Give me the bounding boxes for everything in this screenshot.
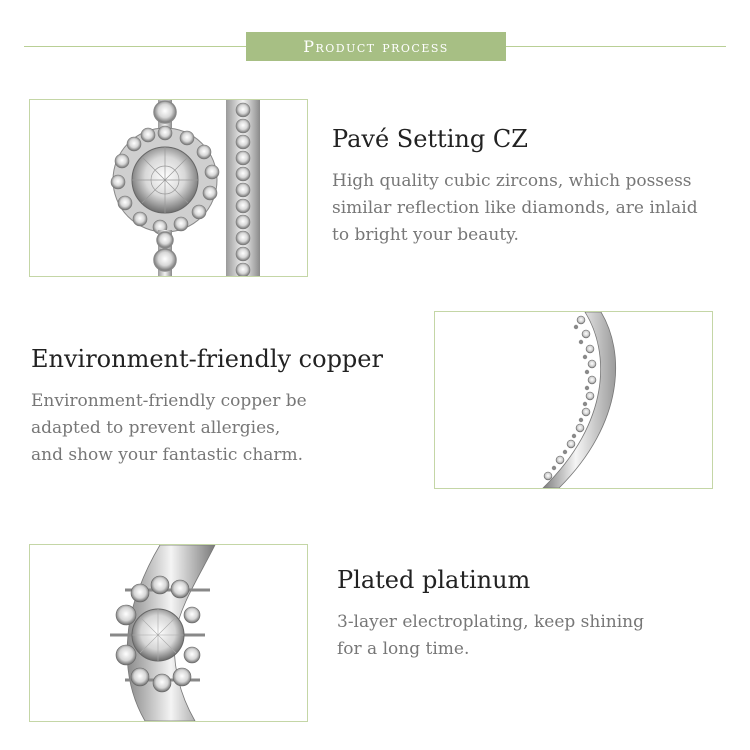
description-line: adapted to prevent allergies, (31, 418, 281, 438)
description-line: 3-layer electroplating, keep shining (337, 612, 644, 632)
ring-halo-illustration (30, 100, 307, 276)
feature-title-pave: Pavé Setting CZ (332, 125, 528, 153)
ring-band-illustration (435, 312, 712, 488)
header-divider-right (506, 46, 726, 47)
ring-band-photo (434, 311, 713, 489)
description-line: and show your fantastic charm. (31, 445, 304, 465)
header-divider-left (24, 46, 246, 47)
description-line: Environment-friendly copper be (31, 391, 307, 411)
description-line: similar reflection like diamonds, are inlaid (332, 198, 698, 218)
section-header-badge: Product process (246, 32, 506, 61)
ring-halo-photo (29, 99, 308, 277)
description-line: High quality cubic zircons, which possess (332, 171, 692, 191)
ring-side-photo (29, 544, 308, 722)
ring-side-illustration (30, 545, 307, 721)
feature-description-pave (332, 168, 698, 249)
feature-title-copper: Environment-friendly copper (31, 345, 383, 373)
feature-description-platinum (337, 609, 644, 663)
feature-title-platinum: Plated platinum (337, 566, 531, 594)
description-line: for a long time. (337, 639, 470, 659)
feature-description-copper (31, 388, 307, 469)
description-line: to bright your beauty. (332, 225, 519, 245)
